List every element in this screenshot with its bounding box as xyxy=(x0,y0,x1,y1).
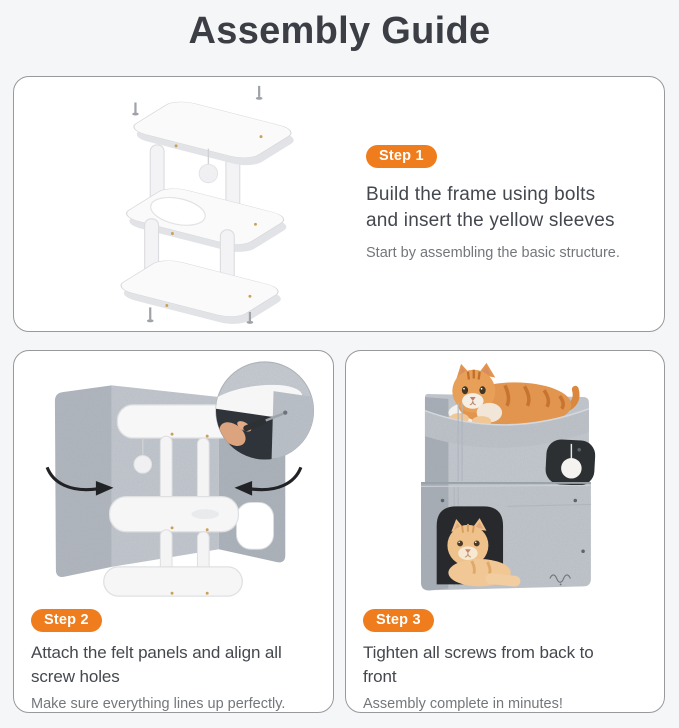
step-3-badge: Step 3 xyxy=(363,609,434,632)
felt-panels-illustration xyxy=(24,358,324,602)
step-3-heading: Tighten all screws from back to front xyxy=(363,643,594,686)
step-3-panel xyxy=(345,350,665,713)
step-2-badge: Step 2 xyxy=(31,609,102,632)
exploded-frame-illustration xyxy=(33,84,333,324)
step-3-text-block xyxy=(346,605,664,713)
step-1-heading: Build the frame using bolts and insert the yellow sleeves xyxy=(366,184,615,231)
step-1-panel xyxy=(13,76,665,332)
step-2-heading: Attach the felt panels and align all screw holes xyxy=(31,643,282,686)
step-1-subtext: Start by assembling the basic structure. xyxy=(366,245,620,261)
step-1-text-block xyxy=(352,77,664,331)
step-3-image xyxy=(346,351,664,605)
pompom-ball xyxy=(199,164,217,182)
step-2-image xyxy=(14,351,333,605)
panel-cutout xyxy=(236,502,273,549)
step-2-subtext: Make sure everything lines up perfectly. xyxy=(31,696,286,712)
step-2-panel xyxy=(13,350,334,713)
step-1-badge: Step 1 xyxy=(366,145,437,168)
step-3-subtext: Assembly complete in minutes! xyxy=(363,696,563,712)
step-1-image xyxy=(14,77,352,331)
side-opening xyxy=(545,439,596,486)
left-felt-panel xyxy=(54,385,111,577)
finished-tower-illustration xyxy=(355,358,655,602)
cat-on-top xyxy=(449,363,576,427)
step-2-text-block xyxy=(14,605,333,713)
page-title: Assembly Guide xyxy=(188,10,491,52)
pompom-ball xyxy=(561,458,581,478)
